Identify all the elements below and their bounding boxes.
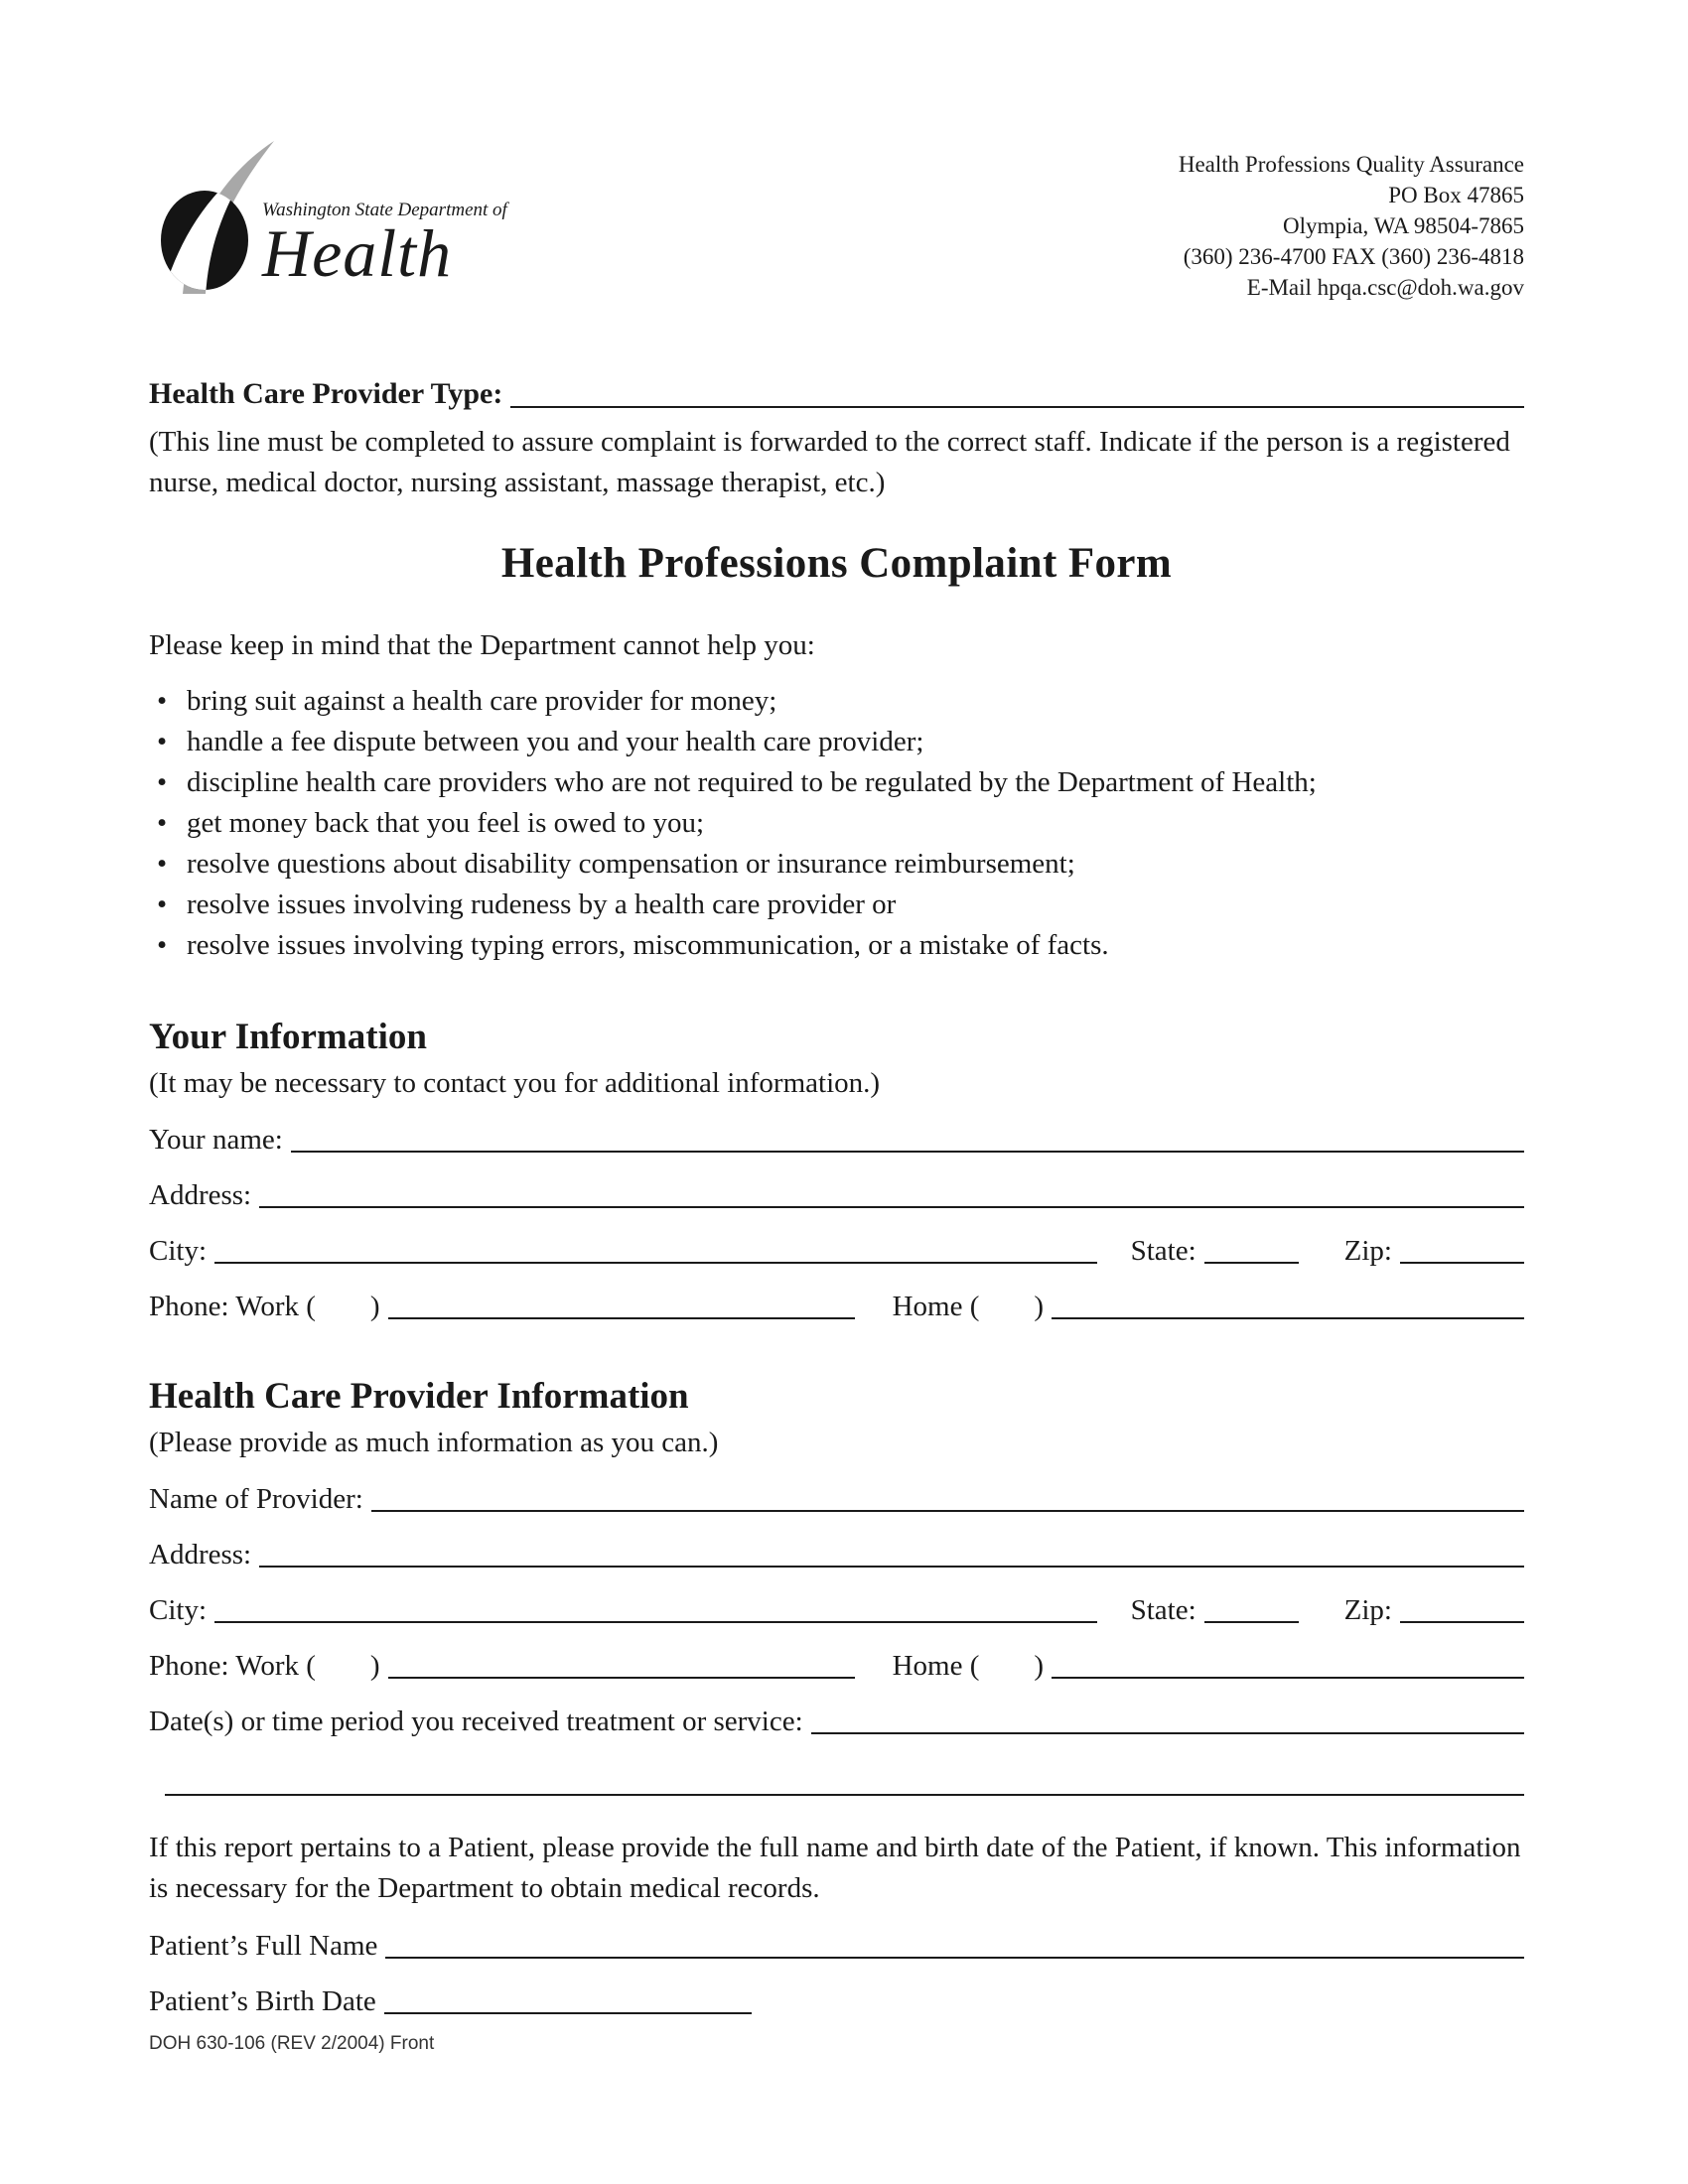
contact-block	[1179, 149, 1524, 303]
your-address-row	[149, 1176, 1524, 1214]
field-provider-state[interactable]	[1204, 1593, 1299, 1623]
doh-logo	[149, 137, 507, 296]
form-number-footer: DOH 630-106 (REV 2/2004) Front	[149, 2033, 435, 2054]
field-your-name[interactable]	[291, 1123, 1524, 1153]
field-provider-phone-home[interactable]	[1052, 1649, 1524, 1679]
cannot-help-list	[149, 681, 1524, 966]
list-item-text: resolve questions about disability compensation or insurance reimbursement;	[187, 848, 1075, 880]
patient-full-name-row	[149, 1927, 1524, 1965]
field-your-phone-home[interactable]	[1052, 1290, 1524, 1319]
form-title: Health Professions Complaint Form	[500, 540, 1173, 587]
your-phone-row	[149, 1288, 1524, 1325]
provider-address-row	[149, 1536, 1524, 1573]
field-provider-name[interactable]	[371, 1482, 1524, 1512]
treatment-dates-continuation-row	[149, 1766, 1524, 1802]
logo-health-text: Health	[262, 215, 453, 292]
provider-type-note: (This line must be completed to assure complaint is forwarded to the correct staff. Indicate if the person is a registered nurse, medical doctor, nursing assistant, massage therapist, etc.)	[149, 426, 1510, 498]
your-city-label: City:	[149, 1235, 208, 1267]
provider-city-label: City:	[149, 1594, 208, 1626]
field-provider-home-area-code[interactable]	[979, 1655, 1034, 1685]
contact-line-city: Olympia, WA 98504-7865	[1283, 213, 1524, 238]
list-item	[149, 803, 1524, 844]
your-home-label: Home (	[892, 1291, 980, 1322]
header	[149, 137, 1524, 303]
patient-full-name-label: Patient’s Full Name	[149, 1930, 378, 1962]
field-provider-type[interactable]	[510, 378, 1524, 408]
patient-birth-date-row	[149, 1982, 1524, 2020]
doh-swoosh-leaf-icon	[149, 137, 280, 296]
list-item-text: resolve issues involving typing errors, miscommunication, or a mistake of facts.	[187, 929, 1109, 961]
field-provider-zip[interactable]	[1400, 1593, 1524, 1623]
logo-department-text: Washington State Department of	[262, 200, 507, 221]
field-your-zip[interactable]	[1400, 1234, 1524, 1264]
provider-zip-label: Zip:	[1343, 1594, 1392, 1626]
field-provider-phone-work[interactable]	[388, 1649, 855, 1679]
your-state-label: State:	[1130, 1235, 1196, 1267]
provider-state-label: State:	[1130, 1594, 1196, 1626]
field-patient-full-name[interactable]	[385, 1929, 1524, 1959]
treatment-dates-row	[149, 1703, 1524, 1740]
your-name-label: Your name:	[149, 1124, 283, 1156]
provider-work-paren-close: )	[369, 1650, 380, 1682]
contact-line-email: E-Mail hpqa.csc@doh.wa.gov	[1246, 275, 1524, 300]
provider-name-row	[149, 1480, 1524, 1518]
your-zip-label: Zip:	[1343, 1235, 1392, 1267]
provider-city-row	[149, 1591, 1524, 1629]
field-your-work-area-code[interactable]	[316, 1296, 370, 1325]
list-item-text: resolve issues involving rudeness by a health care provider or	[187, 888, 897, 920]
field-your-city[interactable]	[214, 1234, 1097, 1264]
patient-section	[149, 1828, 1524, 2020]
provider-information-section	[149, 1375, 1524, 1802]
your-address-label: Address:	[149, 1179, 252, 1211]
field-provider-city[interactable]	[214, 1593, 1097, 1623]
field-your-home-area-code[interactable]	[979, 1296, 1034, 1325]
provider-type-label: Health Care Provider Type:	[149, 377, 503, 410]
provider-type-row	[149, 374, 1524, 414]
list-item	[149, 925, 1524, 966]
field-your-address[interactable]	[259, 1178, 1524, 1208]
your-information-heading: Your Information	[149, 1017, 427, 1057]
provider-phone-work-label: Phone: Work (	[149, 1650, 316, 1682]
your-phone-work-label: Phone: Work (	[149, 1291, 316, 1322]
patient-birth-date-label: Patient’s Birth Date	[149, 1985, 376, 2017]
provider-address-label: Address:	[149, 1539, 252, 1570]
contact-line-org: Health Professions Quality Assurance	[1178, 152, 1524, 177]
your-city-row	[149, 1232, 1524, 1270]
list-item-text: handle a fee dispute between you and your health care provider;	[187, 726, 924, 757]
list-item-text: bring suit against a health care provider for money;	[187, 685, 777, 717]
your-work-paren-close: )	[369, 1291, 380, 1322]
provider-home-paren-close: )	[1034, 1650, 1045, 1682]
list-item-text: get money back that you feel is owed to you;	[187, 807, 705, 839]
list-item	[149, 885, 1524, 925]
provider-home-label: Home (	[892, 1650, 980, 1682]
provider-information-note: (Please provide as much information as you can.)	[149, 1427, 719, 1458]
field-provider-work-area-code[interactable]	[316, 1655, 370, 1685]
provider-phone-row	[149, 1647, 1524, 1685]
list-item	[149, 681, 1524, 722]
patient-note: If this report pertains to a Patient, please provide the full name and birth date of the Patient, if known. This information is necessary for the Department to obtain medical records.	[149, 1832, 1521, 1904]
intro-text: Please keep in mind that the Department cannot help you:	[149, 629, 815, 661]
logo-text	[262, 200, 507, 296]
field-provider-address[interactable]	[259, 1538, 1524, 1568]
field-your-phone-work[interactable]	[388, 1290, 855, 1319]
list-item-text: discipline health care providers who are not required to be regulated by the Department of Health;	[187, 766, 1317, 798]
your-information-note: (It may be necessary to contact you for additional information.)	[149, 1067, 881, 1099]
provider-type-section	[149, 374, 1524, 503]
list-item	[149, 762, 1524, 803]
list-item	[149, 722, 1524, 762]
your-information-section	[149, 1016, 1524, 1325]
provider-name-label: Name of Provider:	[149, 1483, 363, 1515]
field-treatment-dates-continued[interactable]	[165, 1766, 1524, 1796]
your-name-row	[149, 1121, 1524, 1159]
treatment-dates-label: Date(s) or time period you received treatment or service:	[149, 1706, 803, 1737]
provider-information-heading: Health Care Provider Information	[149, 1376, 689, 1417]
contact-line-pobox: PO Box 47865	[1388, 183, 1524, 207]
field-treatment-dates[interactable]	[811, 1705, 1524, 1734]
list-item	[149, 844, 1524, 885]
contact-line-phone: (360) 236-4700 FAX (360) 236-4818	[1183, 244, 1524, 269]
field-your-state[interactable]	[1204, 1234, 1299, 1264]
field-patient-birth-date[interactable]	[384, 1984, 752, 2014]
your-home-paren-close: )	[1034, 1291, 1045, 1322]
